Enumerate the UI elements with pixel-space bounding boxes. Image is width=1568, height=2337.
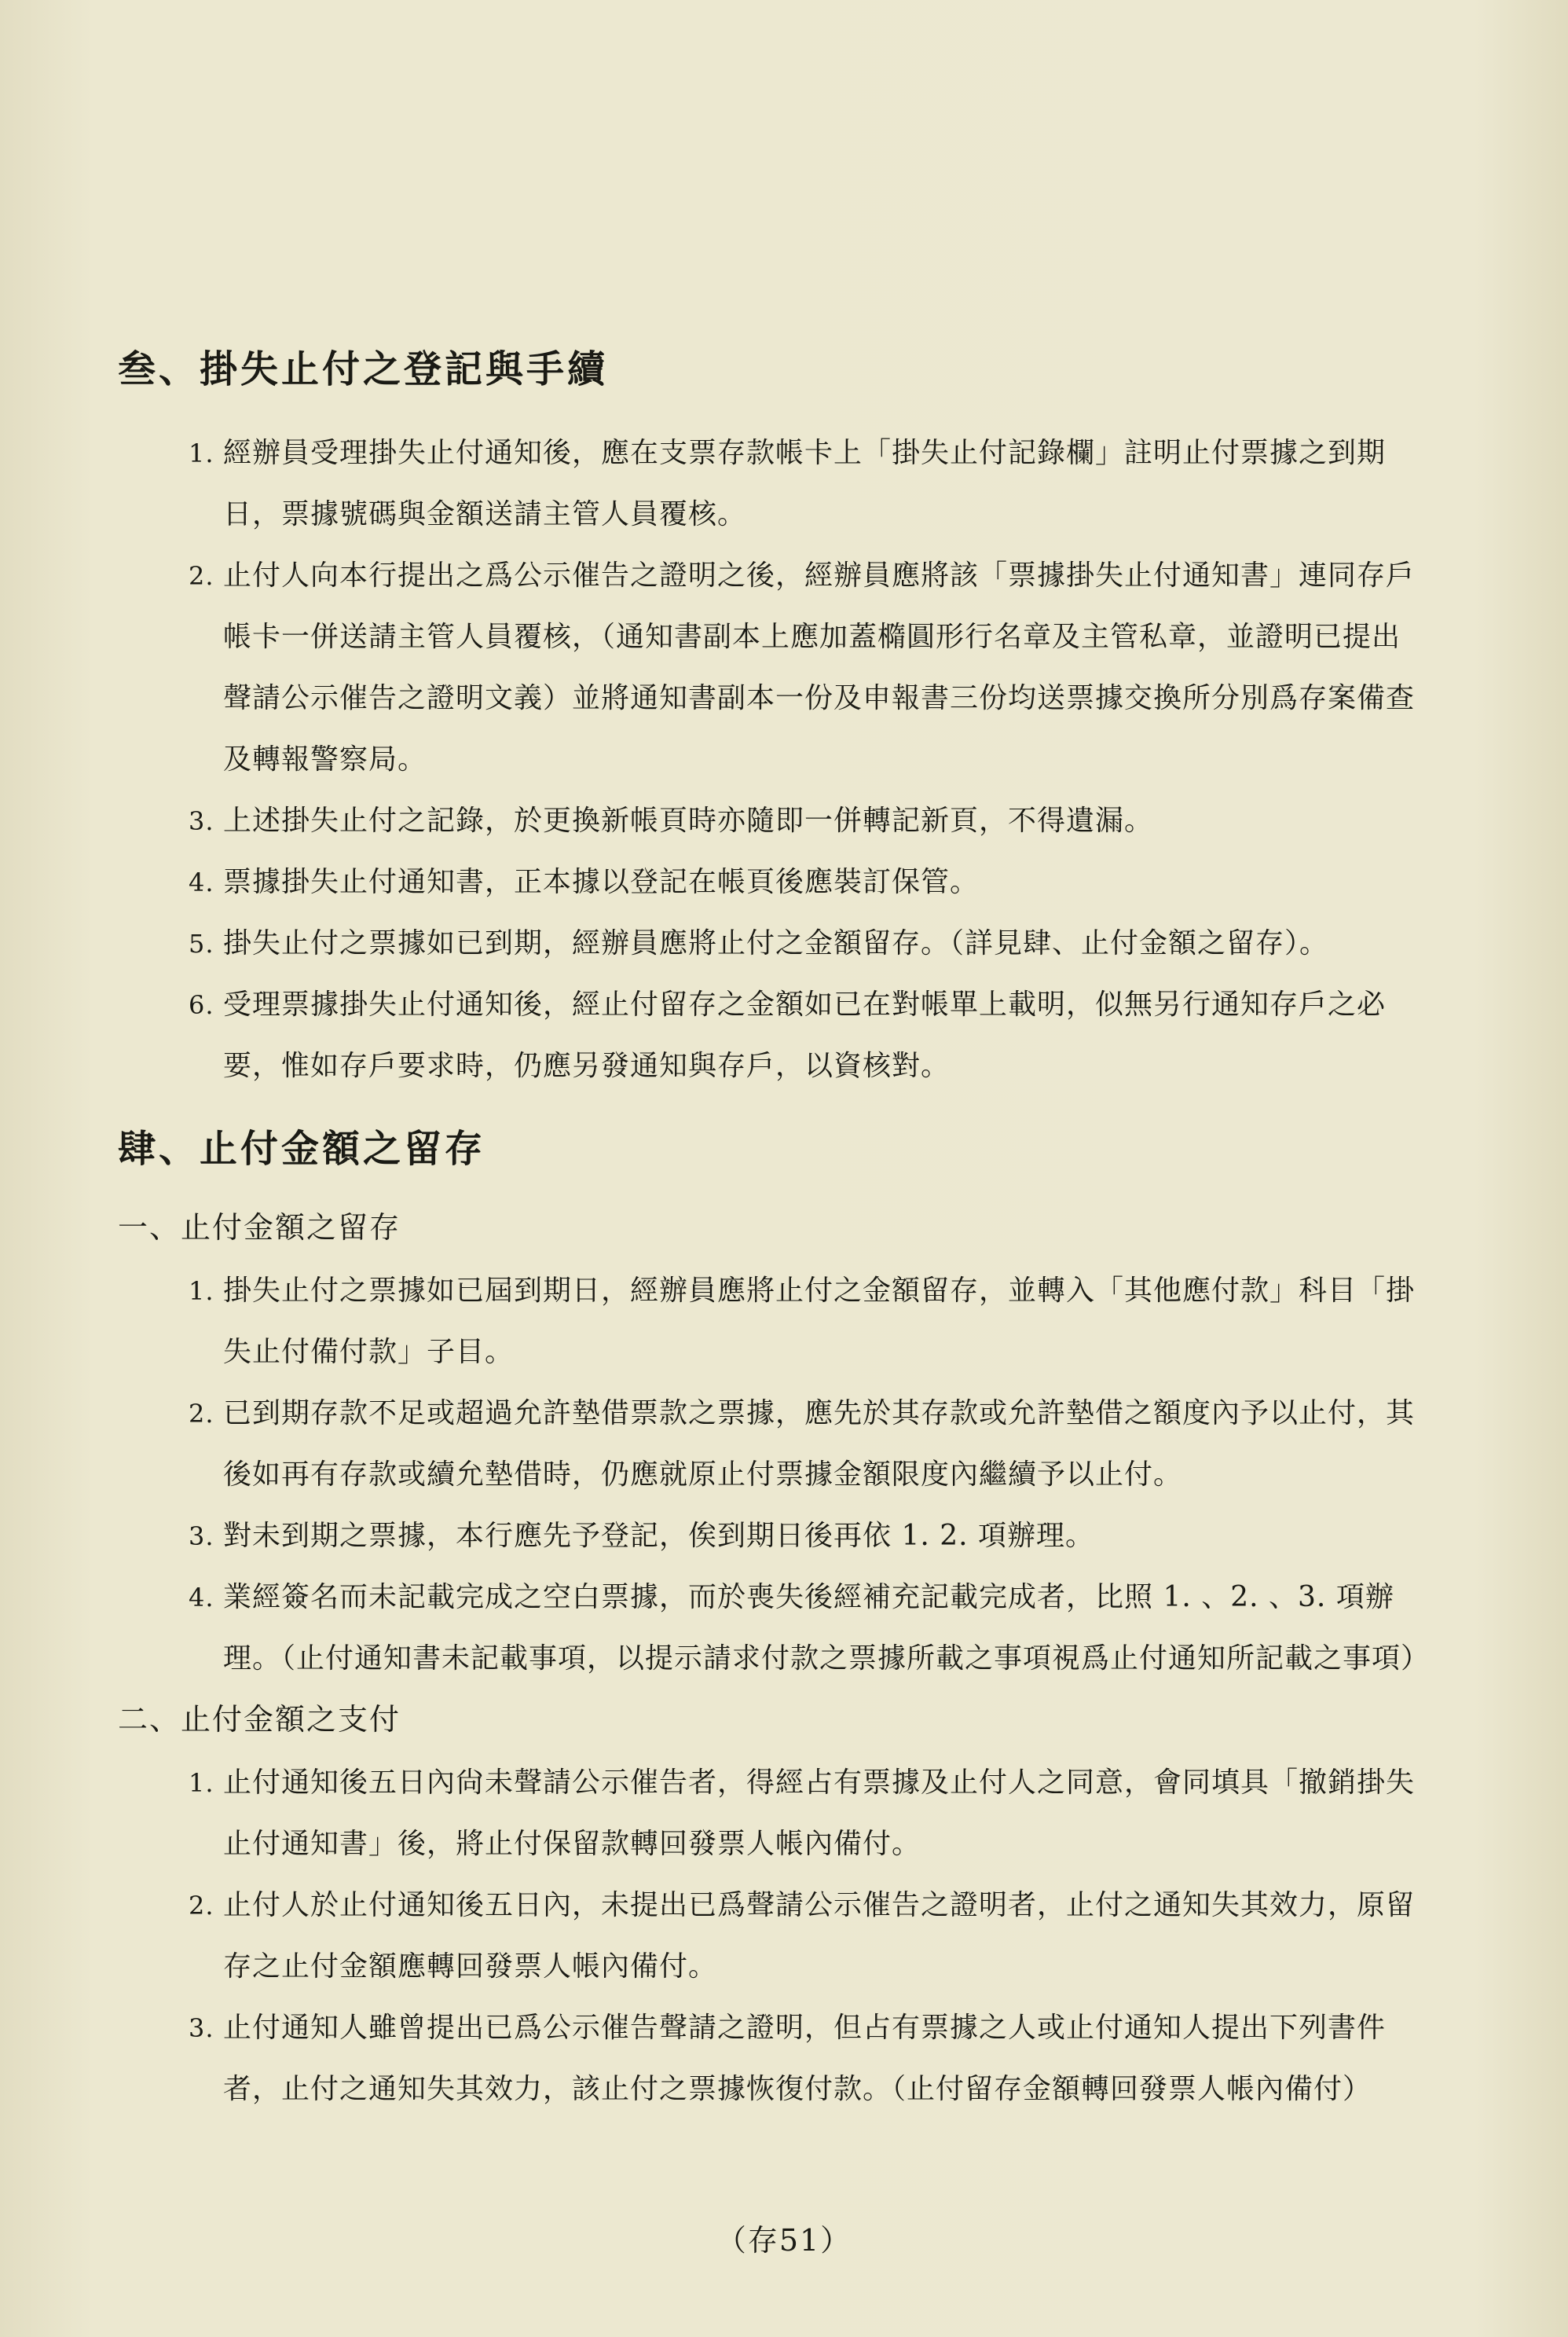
item-text: 掛失止付之票據如已屆到期日，經辦員應將止付之金額留存，並轉入「其他應付款」科目「掛失止付備付款」子目。 [223,1275,1416,1368]
section-3-item-2 [189,545,1422,791]
section-3-item-4 [189,852,1422,913]
section-4-sub-2-title: 二、止付金額之支付 [118,1702,401,1737]
item-text: 經辦員受理掛失止付通知後，應在支票存款帳卡上「掛失止付記錄欄」註明止付票據之到期日，票據號碼與金額送請主管人員覆核。 [223,437,1387,530]
item-text: 上述掛失止付之記錄，於更換新帳頁時亦隨即一併轉記新頁，不得遺漏。 [223,805,1154,837]
section-4-sub-1-item-4 [189,1567,1431,1689]
item-text: 票據掛失止付通知書，正本據以登記在帳頁後應裝訂保管。 [223,866,980,898]
section-3-list [118,423,1453,1097]
item-number: 2. [189,561,214,591]
section-4-sub-1-item-1 [189,1260,1422,1383]
item-text: 受理票據掛失止付通知後，經止付留存之金額如已在對帳單上載明，似無另行通知存戶之必要，惟如存戶要求時，仍應另發通知與存戶，以資核對。 [223,989,1387,1082]
section-3-title: 叁、掛失止付之登記與手續 [118,347,609,391]
item-number: 4. [189,1583,214,1612]
item-number: 3. [189,806,214,836]
item-text: 對未到期之票據，本行應先予登記，俟到期日後再依 1. 2. 項辦理。 [223,1520,1095,1552]
item-text: 掛失止付之票據如已到期，經辦員應將止付之金額留存。（詳見肆、止付金額之留存）。 [223,927,1329,959]
item-number: 2. [189,1891,214,1921]
item-number: 2. [189,1399,214,1429]
item-number: 1. [189,438,214,468]
item-text: 止付人於止付通知後五日內，未提出已爲聲請公示催告之證明者，止付之通知失其效力，原留存之止付金額應轉回發票人帳內備付。 [223,1889,1416,1983]
item-number: 4. [189,868,214,897]
section-4-sub-1-title: 一、止付金額之留存 [118,1210,401,1245]
item-text: 止付人向本行提出之爲公示催告之證明之後，經辦員應將該「票據掛失止付通知書」連同存戶帳卡一併送請主管人員覆核，（通知書副本上應加蓋橢圓形行名章及主管私章，並證明已提出聲請公示催告之證明文義）並將通知書副本一份及申報書三份均送票據交換所分別爲存案備查及轉報警察局。 [223,559,1416,776]
item-text: 止付通知後五日內尙未聲請公示催告者，得經占有票據及止付人之同意，會同填具「撤銷掛失止付通知書」後，將止付保留款轉回發票人帳內備付。 [223,1767,1416,1860]
section-4-sub-1-item-3 [189,1506,1422,1567]
section-4-sub-2-item-1 [189,1752,1422,1875]
item-text: 止付通知人雖曾提出已爲公示催告聲請之證明，但占有票據之人或止付通知人提出下列書件者，止付之通知失其效力，該止付之票據恢復付款。（止付留存金額轉回發票人帳內備付） [223,2012,1387,2105]
section-3-item-6 [189,974,1422,1097]
item-text: 業經簽名而未記載完成之空白票據，而於喪失後經補充記載完成者，比照 1. 、2. 、3. 項辦理。（止付通知書未記載事項，以提示請求付款之票據所載之事項視爲止付通知所記載之事項） [223,1581,1431,1675]
section-3-item-1 [189,423,1422,545]
section-4-sub-2-item-3 [189,1998,1422,2120]
section-4-sub-1-list [118,1260,1453,1689]
section-4-sub-2-item-2 [189,1875,1422,1998]
item-number: 1. [189,1768,214,1798]
document-body [118,338,1453,2120]
section-4-sub-1-item-2 [189,1383,1422,1506]
spacer [118,1097,1453,1117]
item-number: 3. [189,1521,214,1551]
item-number: 6. [189,990,214,1020]
section-4-title: 肆、止付金額之留存 [118,1127,486,1171]
section-3-item-5 [189,913,1422,974]
item-number: 3. [189,2013,214,2043]
page-number: （存51） [716,2223,852,2258]
section-3-item-3 [189,791,1422,852]
item-text: 已到期存款不足或超過允許墊借票款之票據，應先於其存款或允許墊借之額度內予以止付，其後如再有存款或續允墊借時，仍應就原止付票據金額限度內繼續予以止付。 [223,1397,1416,1491]
item-number: 1. [189,1276,214,1306]
item-number: 5. [189,929,214,959]
section-4-sub-2-list [118,1752,1453,2120]
